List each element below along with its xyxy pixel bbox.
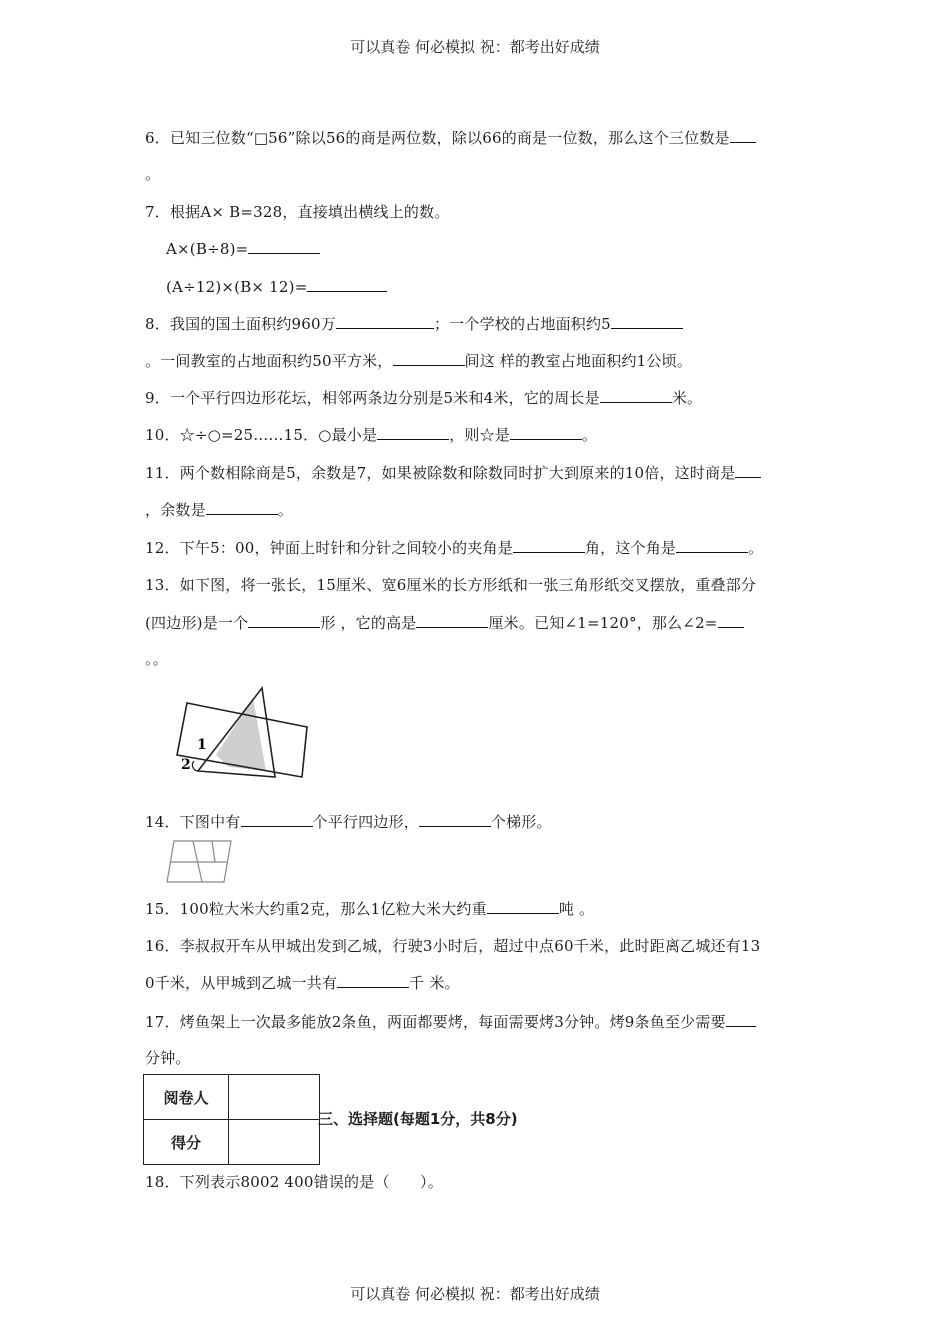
q9-text-a: 9．一个平行四边形花坛，相邻两条边分别是5米和4米，它的周长是 <box>145 389 600 407</box>
reviewer-field[interactable] <box>229 1075 320 1120</box>
reviewer-label: 阅卷人 <box>144 1075 229 1120</box>
answer-blank[interactable] <box>248 238 320 254</box>
answer-blank[interactable] <box>676 537 748 553</box>
rectangle-triangle-figure <box>172 685 312 785</box>
q12-text-a: 12．下午5：00，钟面上时针和分针之间较小的夹角是 <box>145 539 513 557</box>
answer-blank[interactable] <box>307 276 387 292</box>
section-3-title: 三、选择题(每题1分，共8分) <box>318 1110 518 1128</box>
answer-blank[interactable] <box>377 424 449 440</box>
page-footer: 可以真卷 何必模拟 祝：都考出好成绩 <box>350 1285 600 1303</box>
question-8 <box>145 313 683 334</box>
answer-blank[interactable] <box>600 387 672 403</box>
q15-text-b: 吨 。 <box>558 900 595 918</box>
answer-blank[interactable] <box>393 350 465 366</box>
q10-text-b: ，则☆是 <box>449 426 510 444</box>
q16-text-b: 0千米，从甲城到乙城一共有 <box>145 974 338 992</box>
question-14 <box>145 811 552 832</box>
question-18: 18．下列表示8002 400错误的是（ ）。 <box>145 1173 443 1191</box>
score-field[interactable] <box>229 1120 320 1165</box>
answer-blank[interactable] <box>726 1011 756 1027</box>
question-13: 13．如下图，将一张长，15厘米、宽6厘米的长方形纸和一张三角形纸交叉摆放，重叠部分 <box>145 576 757 594</box>
question-9 <box>145 387 702 408</box>
score-table <box>143 1074 320 1165</box>
question-8-cont <box>145 350 692 371</box>
q12-text-b: 角，这个角是 <box>584 539 677 557</box>
question-10 <box>145 424 597 445</box>
answer-blank[interactable] <box>735 462 761 478</box>
answer-blank[interactable] <box>510 424 582 440</box>
answer-blank[interactable] <box>419 811 491 827</box>
q13-text-b: (四边形)是一个 <box>145 614 249 632</box>
q7a-text: A×(B÷8)= <box>166 240 249 258</box>
question-7: 7．根据A× B=328，直接填出横线上的数。 <box>145 203 450 221</box>
q14-text-b: 个平行四边形， <box>312 813 419 831</box>
q10-text-c: 。 <box>582 426 598 444</box>
q15-text-a: 15．100粒大米大约重2克，那么1亿粒大米大约重 <box>145 900 487 918</box>
question-7a <box>166 238 320 258</box>
q10-text-a: 10．☆÷○=25……15．○最小是 <box>145 426 378 444</box>
angle-2-label: 2 <box>181 757 191 773</box>
answer-blank[interactable] <box>336 313 434 329</box>
q8-text-c: 。一间教室的占地面积约50平方米， <box>145 352 393 370</box>
q11-text-b: ，余数是 <box>145 501 206 519</box>
question-15 <box>145 898 594 919</box>
answer-blank[interactable] <box>416 612 488 628</box>
question-16: 16．李叔叔开车从甲城出发到乙城，行驶3小时后，超过中点60千米，此时距离乙城还有13 <box>145 937 761 955</box>
q6-text: 6．已知三位数“□56”除以56的商是两位数，除以66的商是一位数，那么这个三位数是 <box>145 129 730 147</box>
q16-text-c: 千 米。 <box>409 974 460 992</box>
q14-text-c: 个梯形。 <box>490 813 552 831</box>
overlap-region <box>216 698 266 771</box>
answer-blank[interactable] <box>206 499 278 515</box>
q13-text-c: 形 ，它的高是 <box>320 614 417 632</box>
question-12 <box>145 537 763 558</box>
answer-blank[interactable] <box>241 811 313 827</box>
question-7b <box>166 276 387 296</box>
q7b-text: (A÷12)×(B× 12)= <box>166 278 308 296</box>
question-13-cont <box>145 612 744 633</box>
q11-text-c: 。 <box>277 501 294 519</box>
question-6 <box>145 127 756 148</box>
question-17-cont: 分钟。 <box>145 1049 191 1067</box>
answer-blank[interactable] <box>337 972 409 988</box>
answer-blank[interactable] <box>513 537 585 553</box>
page-header: 可以真卷 何必模拟 祝：都考出好成绩 <box>350 38 600 56</box>
score-label: 得分 <box>144 1120 229 1165</box>
answer-blank[interactable] <box>718 612 744 628</box>
q12-text-c: 。 <box>748 539 764 557</box>
q8-text-a: 8．我国的国土面积约960万 <box>145 315 336 333</box>
parallelogram-figure <box>164 838 236 886</box>
angle-arc <box>192 761 198 771</box>
answer-blank[interactable] <box>248 612 320 628</box>
q8-text-b: ；一个学校的占地面积约5 <box>433 315 611 333</box>
question-6-end: 。 <box>145 165 161 183</box>
question-17 <box>145 1011 756 1032</box>
question-11-cont <box>145 499 293 520</box>
question-16-cont <box>145 972 460 993</box>
q14-text-a: 14．下图中有 <box>145 813 241 831</box>
q9-text-b: 米。 <box>671 389 703 407</box>
answer-blank[interactable] <box>730 127 756 143</box>
angle-1-label: 1 <box>197 737 207 753</box>
answer-blank[interactable] <box>487 898 559 914</box>
question-11 <box>145 462 761 483</box>
q17-text-a: 17．烤鱼架上一次最多能放2条鱼，两面都要烤，每面需要烤3分钟。烤9条鱼至少需要 <box>145 1013 726 1031</box>
question-13-end: 。。 <box>145 650 168 668</box>
q13-text-d: 厘米。已知∠1=120°，那么∠2= <box>488 614 718 632</box>
q11-text-a: 11．两个数相除商是5，余数是7，如果被除数和除数同时扩大到原来的10倍，这时商是 <box>145 464 736 482</box>
answer-blank[interactable] <box>611 313 683 329</box>
q8-text-d: 间这 样的教室占地面积约1公顷。 <box>464 352 693 370</box>
